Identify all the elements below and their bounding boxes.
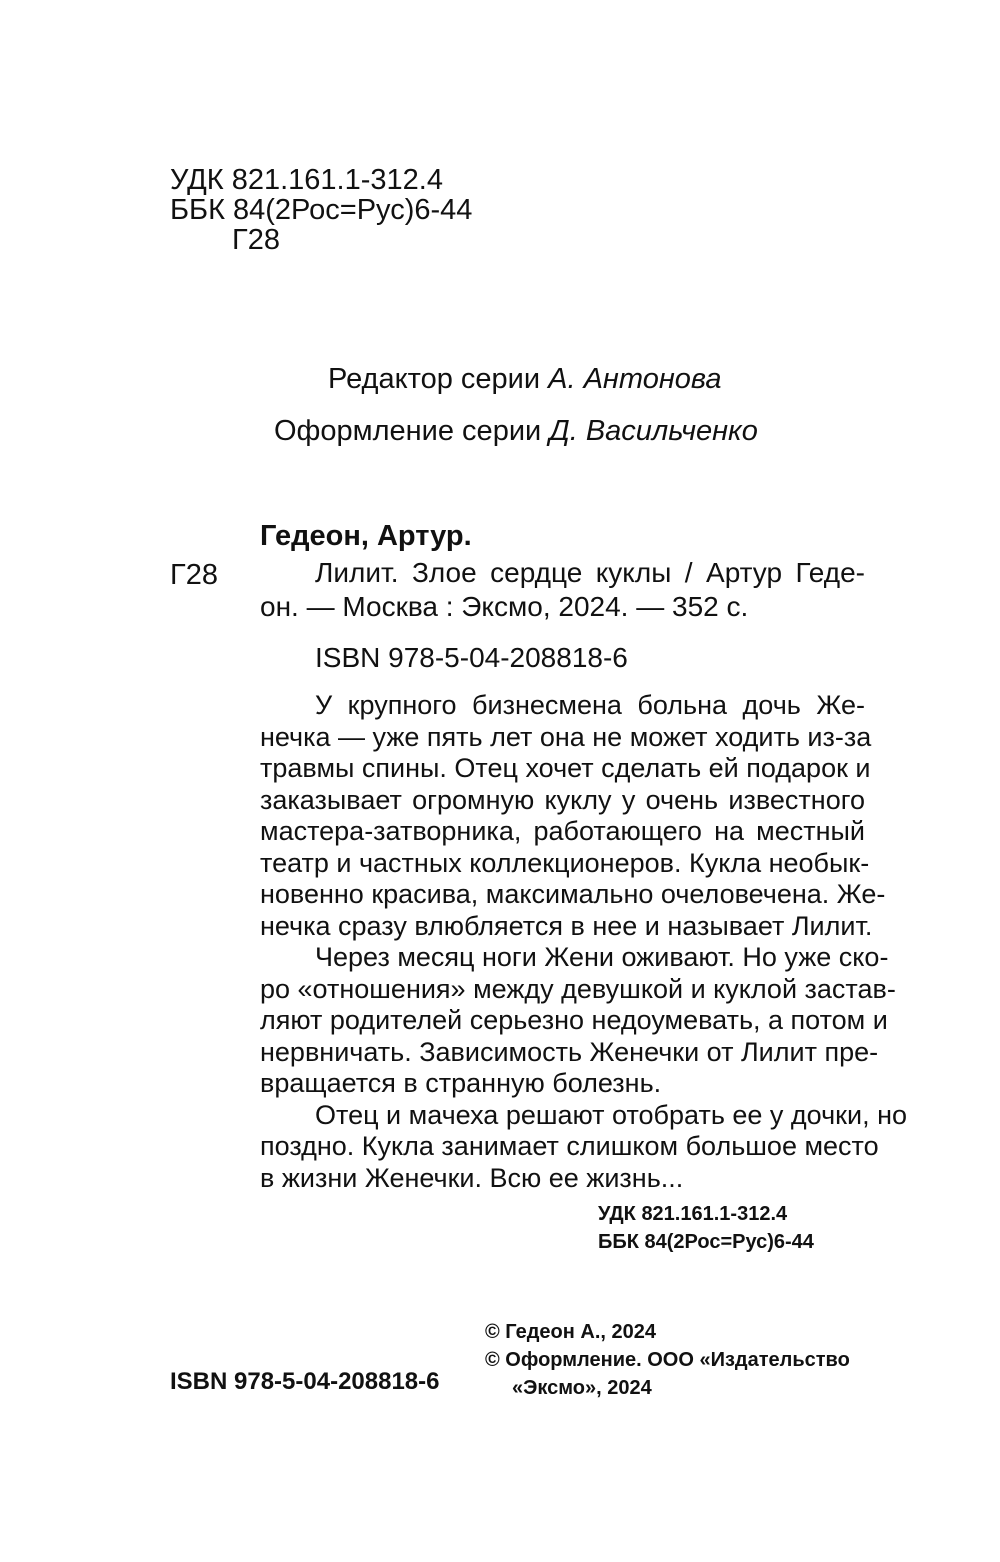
annotation-line: поздно. Кукла занимает слишком большое место xyxy=(260,1131,879,1161)
series-design-label: Оформление серии xyxy=(274,415,542,447)
annotation-line: У крупного бизнесмена больна дочь Же- xyxy=(315,690,865,720)
author-heading: Гедеон, Артур. xyxy=(260,520,472,552)
cutter-code-catalog: Г28 xyxy=(170,559,218,591)
annotation-line: нервничать. Зависимость Женечки от Лилит пре- xyxy=(260,1036,879,1067)
annotation-line: ляют родителей серьезно недоумевать, а потом и xyxy=(260,1005,888,1035)
annotation-line: в жизни Женечки. Всю ее жизнь... xyxy=(260,1162,684,1193)
series-editor-label: Редактор серии xyxy=(328,363,541,395)
annotation-line: ро «отношения» между девушкой и куклой застав- xyxy=(260,973,896,1004)
udk-code-bottom: УДК 821.161.1-312.4 xyxy=(598,1203,788,1225)
annotation-line: вращается в странную болезнь. xyxy=(260,1068,662,1098)
annotation-line: Через месяц ноги Жени оживают. Но уже ско- xyxy=(315,942,889,972)
annotation-line: травмы спины. Отец хочет сделать ей подарок и xyxy=(260,753,871,783)
annotation-line: заказывает огромную куклу у очень известного xyxy=(260,784,865,815)
title-line: он. — Москва : Эксмо, 2024. — 352 с. xyxy=(260,591,749,622)
copyright-design: © Оформление. ООО «Издательство xyxy=(485,1349,850,1371)
annotation-line: театр и частных коллекционеров. Кукла необык- xyxy=(260,847,870,878)
copyright-publisher: «Эксмо», 2024 xyxy=(512,1377,652,1399)
udk-code-top: УДК 821.161.1-312.4 xyxy=(170,164,443,196)
bbk-code-top: ББК 84(2Рос=Рус)6-44 xyxy=(170,194,473,226)
annotation-line: новенно красива, максимально очеловечена. Же- xyxy=(260,879,886,909)
title-line: Лилит. Злое сердце куклы / Артур Геде- xyxy=(315,557,865,588)
copyright-author: © Гедеон А., 2024 xyxy=(485,1321,657,1343)
isbn-bottom: ISBN 978-5-04-208818-6 xyxy=(170,1368,440,1395)
series-design-credit xyxy=(274,414,758,448)
bbk-code-bottom: ББК 84(2Рос=Рус)6-44 xyxy=(598,1231,814,1253)
series-design-name: Д. Васильченко xyxy=(549,415,758,447)
annotation-line: Отец и мачеха решают отобрать ее у дочки, но xyxy=(315,1099,907,1130)
series-editor-credit xyxy=(328,362,722,396)
annotation-line: нечка сразу влюбляется в нее и называет Лилит. xyxy=(260,910,873,941)
annotation xyxy=(260,690,907,1194)
annotation-line: мастера-затворника, работающего на местный xyxy=(260,816,865,846)
isbn-catalog: ISBN 978-5-04-208818-6 xyxy=(315,642,628,673)
title-description xyxy=(260,556,865,624)
cutter-code-top: Г28 xyxy=(232,224,280,256)
annotation-line: нечка — уже пять лет она не может ходить из-за xyxy=(260,721,872,752)
series-editor-name: А. Антонова xyxy=(548,363,722,395)
